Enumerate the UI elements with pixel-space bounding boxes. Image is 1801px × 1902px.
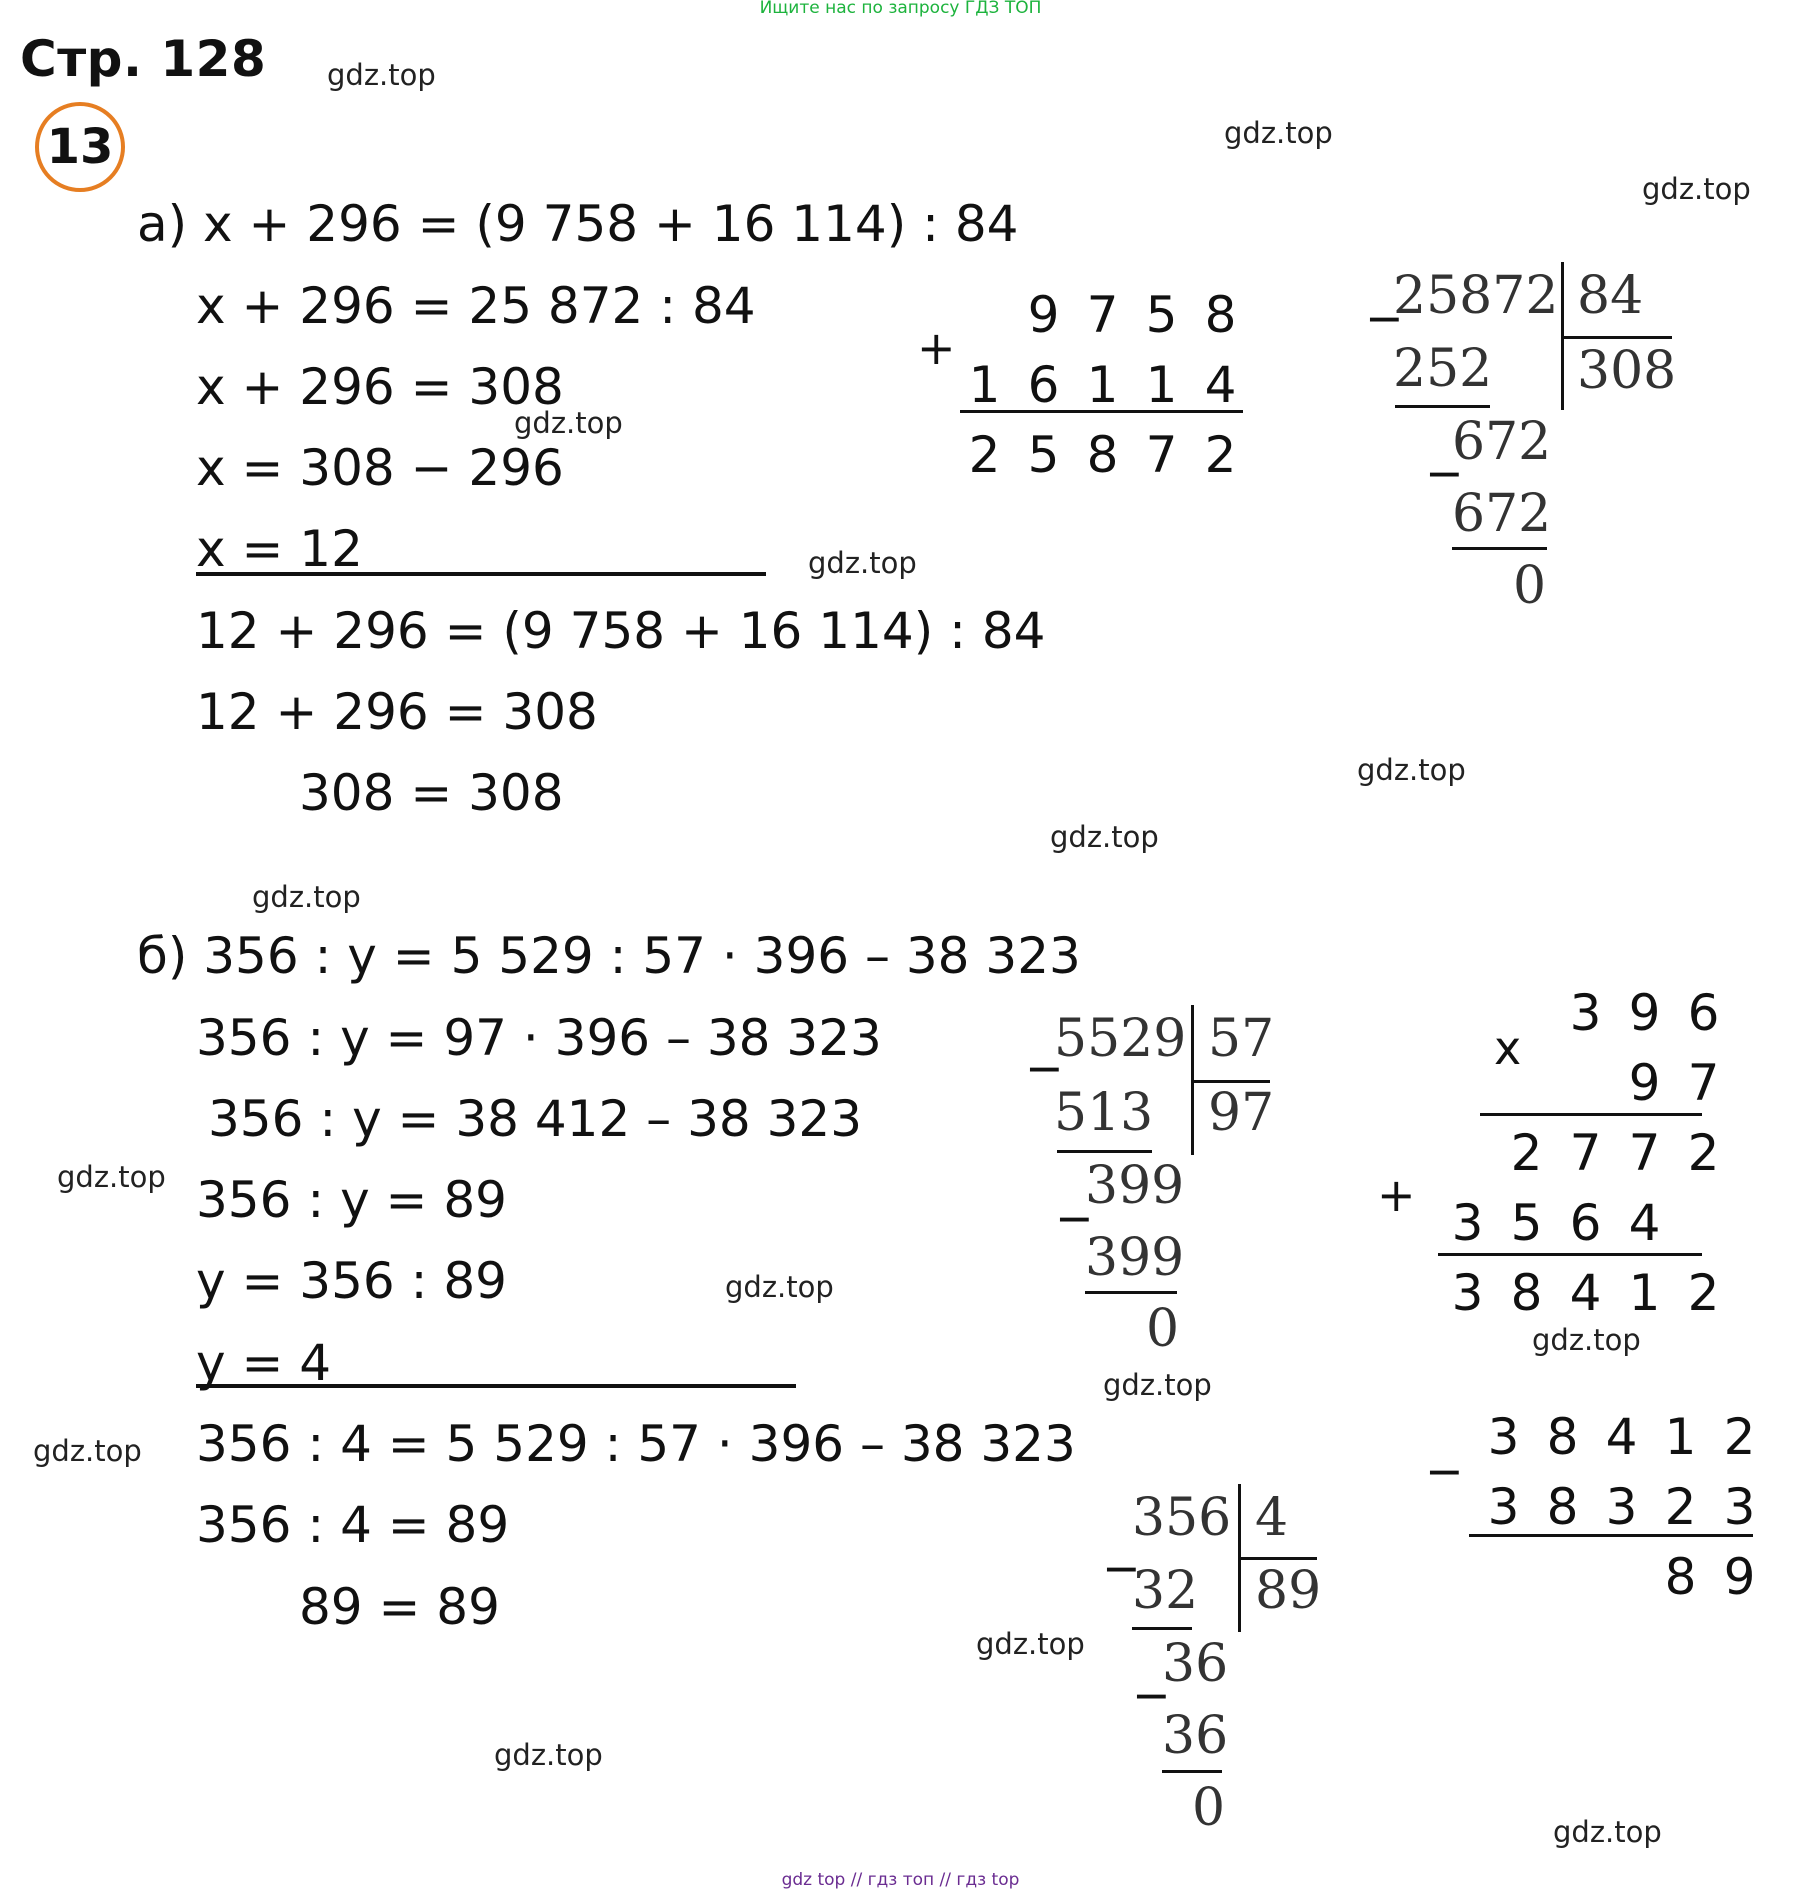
digit [1438,1058,1497,1108]
watermark: gdz.top [494,1738,603,1772]
digit: 1 [968,356,1001,414]
answer-underline [196,572,766,576]
addend-row [955,286,1250,344]
subtrahend-row [1474,1478,1769,1536]
check-line: 308 = 308 [299,764,564,822]
step-line [1395,405,1490,408]
digit: 8 [1086,426,1119,484]
digit [1497,1058,1556,1108]
digit: 5 [1145,286,1178,344]
watermark: gdz.top [1224,116,1333,150]
task-number: 13 [46,119,114,175]
watermark: gdz.top [327,58,436,92]
watermark: gdz.top [57,1160,166,1194]
quotient: 89 [1255,1561,1322,1621]
check-line: 12 + 296 = (9 758 + 16 114) : 84 [196,602,1046,660]
divisor: 4 [1255,1488,1289,1548]
digit: 1 [1086,356,1119,414]
digit [1438,988,1497,1038]
digit: 2 [968,426,1001,484]
digit: 8 [1510,1264,1543,1322]
digit [1674,1198,1733,1248]
digit [1438,1128,1497,1178]
step-line [1057,1150,1152,1153]
digit: 4 [1204,356,1237,414]
digit: 7 [1086,286,1119,344]
task-number-badge [35,102,125,192]
digit: 6 [1027,356,1060,414]
minus-sign: − [1132,1668,1171,1722]
equation-answer: y = 4 [196,1334,332,1392]
digit: 6 [1687,984,1720,1042]
division-remainder: 0 [1513,556,1547,616]
digit [1556,1058,1615,1108]
watermark: gdz.top [33,1434,142,1468]
digit: 3 [1451,1194,1484,1252]
step-line [1132,1627,1192,1630]
plus-sign: + [1377,1168,1416,1222]
division-step: 399 [1085,1228,1185,1288]
digit: 2 [1204,426,1237,484]
check-line: 356 : 4 = 89 [196,1496,510,1554]
minus-sign: − [1102,1541,1141,1595]
factor-row [1438,984,1733,1042]
addition-line [960,410,1243,413]
product-line [1438,1253,1702,1256]
digit: 3 [1487,1408,1520,1466]
answer-underline [196,1384,796,1388]
sum-row [955,426,1250,484]
equation-line: y = 356 : 89 [196,1252,507,1310]
division-step: 252 [1393,339,1493,399]
watermark: gdz.top [808,546,917,580]
watermark: gdz.top [1050,820,1159,854]
minus-sign: − [1425,1444,1464,1498]
watermark: gdz.top [514,406,623,440]
dividend: 25872 [1393,266,1559,326]
check-line: 12 + 296 = 308 [196,683,598,741]
equation-answer: x = 12 [196,520,363,578]
watermark: gdz.top [1103,1368,1212,1402]
digit: 3 [1723,1478,1756,1536]
partial-product-row [1438,1124,1733,1182]
digit: 8 [1546,1408,1579,1466]
digit: 4 [1605,1408,1638,1466]
digit: 2 [1664,1478,1697,1536]
digit: 9 [1723,1548,1756,1606]
equation-line: 356 : y = 97 · 396 – 38 323 [196,1009,882,1067]
dividend: 356 [1132,1488,1232,1548]
division-step: 513 [1054,1083,1154,1143]
equation-line: x + 296 = 25 872 : 84 [196,277,756,335]
division-remainder: 0 [1192,1778,1226,1838]
digit: 7 [1145,426,1178,484]
minus-sign: − [1055,1191,1094,1245]
site-search-note: Ищите нас по запросу ГДЗ ТОП [759,0,1042,18]
addend-row [955,356,1250,414]
digit [1533,1552,1592,1602]
watermark: gdz.top [976,1627,1085,1661]
step-line [1162,1770,1222,1773]
division-step: 672 [1452,484,1552,544]
digit: 3 [1569,984,1602,1042]
digit: 4 [1569,1264,1602,1322]
digit: 6 [1569,1194,1602,1252]
page-title: Стр. 128 [20,30,267,88]
watermark: gdz.top [1553,1815,1662,1849]
digit: 4 [1628,1194,1661,1252]
digit: 3 [1451,1264,1484,1322]
divisor: 57 [1208,1009,1275,1069]
watermark: gdz.top [1642,172,1751,206]
divisor: 84 [1577,266,1644,326]
difference-row [1474,1548,1769,1606]
minuend-row [1474,1408,1769,1466]
check-line: 356 : 4 = 5 529 : 57 · 396 – 38 323 [196,1415,1076,1473]
product-row [1438,1264,1733,1322]
division-step: 399 [1085,1156,1185,1216]
digit: 2 [1687,1124,1720,1182]
digit: 8 [1664,1548,1697,1606]
digit: 7 [1569,1124,1602,1182]
digit [1592,1552,1651,1602]
digit: 1 [1145,356,1178,414]
minus-sign: − [1425,446,1464,500]
digit: 3 [1487,1478,1520,1536]
step-line [1085,1291,1177,1294]
watermark: gdz.top [1357,753,1466,787]
digit: 9 [1027,286,1060,344]
quotient: 97 [1208,1083,1275,1143]
digit: 2 [1687,1264,1720,1322]
check-line: 89 = 89 [299,1578,500,1636]
plus-sign: + [917,321,956,375]
division-step: 672 [1452,412,1552,472]
division-step: 36 [1162,1634,1229,1694]
watermark: gdz.top [725,1270,834,1304]
digit: 8 [1204,286,1237,344]
dividend: 5529 [1054,1009,1187,1069]
step-line [1452,547,1547,550]
digit: 1 [1664,1408,1697,1466]
watermark: gdz.top [252,880,361,914]
partial-product-row [1438,1194,1733,1252]
digit: 7 [1687,1054,1720,1112]
minus-sign: − [1365,291,1404,345]
subtraction-line [1469,1534,1753,1537]
division-remainder: 0 [1146,1299,1180,1359]
digit: 2 [1723,1408,1756,1466]
digit [1497,988,1556,1038]
equation-line: x = 308 − 296 [196,439,564,497]
divisor-line [1239,1557,1317,1560]
equation-line: а) x + 296 = (9 758 + 16 114) : 84 [137,195,1019,253]
footer-watermark: gdz top // гдз топ // гдз top [781,1870,1020,1890]
division-step: 36 [1162,1706,1229,1766]
division-step: 32 [1132,1561,1199,1621]
digit [955,290,1014,340]
digit: 9 [1628,984,1661,1042]
equation-line: б) 356 : y = 5 529 : 57 · 396 – 38 323 [137,927,1081,985]
watermark: gdz.top [1532,1323,1641,1357]
digit: 1 [1628,1264,1661,1322]
digit: 2 [1510,1124,1543,1182]
digit: 3 [1605,1478,1638,1536]
multiply-sign: x [1494,1021,1522,1075]
digit [1474,1552,1533,1602]
minus-sign: − [1025,1041,1064,1095]
digit: 9 [1628,1054,1661,1112]
digit: 8 [1546,1478,1579,1536]
equation-line: x + 296 = 308 [196,358,564,416]
digit: 7 [1628,1124,1661,1182]
digit: 5 [1510,1194,1543,1252]
divisor-line [1562,336,1672,339]
multiplication-line [1480,1113,1702,1116]
quotient: 308 [1577,341,1677,401]
digit: 5 [1027,426,1060,484]
equation-line: 356 : y = 38 412 – 38 323 [208,1090,863,1148]
equation-line: 356 : y = 89 [196,1171,507,1229]
factor-row [1438,1054,1733,1112]
